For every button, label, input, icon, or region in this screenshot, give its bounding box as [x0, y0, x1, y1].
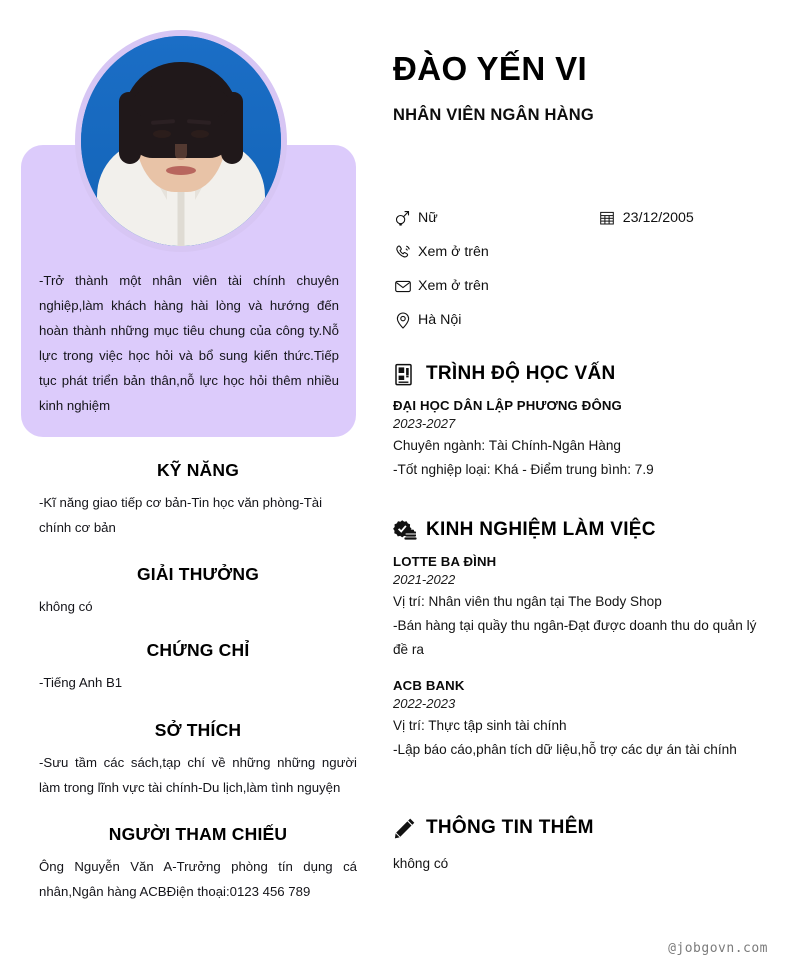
- section-certificates: [39, 640, 357, 695]
- section-skills-body: -Kĩ năng giao tiếp cơ bản-Tin học văn phòng-Tài chính cơ bản: [39, 495, 323, 535]
- location-value: Hà Nội: [418, 312, 462, 328]
- experience-duties: -Bán hàng tại quầy thu ngân-Đạt được doanh thu do quản lý đề ra: [393, 618, 757, 657]
- experience-entry: [393, 554, 765, 662]
- section-more-info-body: không có: [393, 856, 449, 871]
- section-experience: [393, 518, 765, 778]
- section-awards-body: không có: [39, 599, 93, 614]
- experience-duties: -Lập báo cáo,phân tích dữ liệu,hỗ trợ các dự án tài chính: [393, 742, 737, 757]
- section-skills-heading: KỸ NĂNG: [156, 460, 240, 480]
- birthday-value: 23/12/2005: [622, 210, 694, 226]
- contact-block: [393, 208, 773, 344]
- experience-years: 2021-2022: [393, 572, 456, 587]
- calendar-icon: [598, 210, 617, 227]
- section-references: [39, 824, 357, 904]
- section-more-info: [393, 816, 765, 876]
- contact-row-location: [393, 310, 773, 330]
- email-value: Xem ở trên: [418, 278, 489, 294]
- experience-org: LOTTE BA ĐÌNH: [393, 554, 497, 569]
- education-org: ĐẠI HỌC DÂN LẬP PHƯƠNG ĐÔNG: [393, 398, 622, 413]
- experience-years: 2022-2023: [393, 696, 456, 711]
- gender-icon: [393, 210, 412, 227]
- career-objective-text: -Trở thành một nhân viên tài chính chuyên nghiệp,làm khách hàng hài lòng và hướng đến hoàn thành những mục tiêu chung của công ty.Nỗ lực trong việc học hỏi và bổ sung kiến thức.Tiếp tục phát triển bản thân,nỗ lực học hỏi thêm nhiều kinh nghiệm: [39, 273, 339, 413]
- section-experience-heading: KINH NGHIỆM LÀM VIỆC: [426, 519, 656, 540]
- section-hobbies: [39, 720, 357, 800]
- contact-row-email: [393, 276, 773, 296]
- phone-value: Xem ở trên: [418, 244, 489, 260]
- education-grade: -Tốt nghiệp loại: Khá - Điểm trung bình: 7.9: [393, 462, 654, 477]
- section-references-heading: NGƯỜI THAM CHIẾU: [108, 824, 288, 844]
- section-education: [393, 362, 765, 498]
- avatar: [75, 30, 287, 252]
- id-card-icon: [393, 362, 417, 386]
- section-references-body: Ông Nguyễn Văn A-Trưởng phòng tín dụng cá nhân,Ngân hàng ACBĐiện thoại:0123 456 789: [39, 859, 357, 899]
- birthday-group: [598, 209, 694, 227]
- experience-position: Vị trí: Thực tập sinh tài chính: [393, 718, 567, 733]
- education-entry: [393, 398, 765, 482]
- section-education-header: [393, 362, 765, 386]
- section-skills: [39, 460, 357, 540]
- experience-org: ACB BANK: [393, 678, 465, 693]
- right-column: [393, 0, 773, 972]
- education-major: Chuyên ngành: Tài Chính-Ngân Hàng: [393, 438, 621, 453]
- section-more-info-header: [393, 816, 765, 840]
- section-certificates-body: -Tiếng Anh B1: [39, 675, 123, 690]
- experience-entry: [393, 678, 765, 762]
- location-pin-icon: [393, 312, 412, 329]
- page-title: ĐÀO YẾN VI: [393, 50, 588, 87]
- section-education-heading: TRÌNH ĐỘ HỌC VẤN: [426, 363, 616, 384]
- section-hobbies-heading: SỞ THÍCH: [154, 720, 242, 740]
- section-awards: [39, 564, 357, 619]
- section-more-info-heading: THÔNG TIN THÊM: [426, 817, 594, 838]
- portrait-photo: [81, 36, 281, 246]
- gender-value: Nữ: [418, 210, 438, 226]
- section-hobbies-body: -Sưu tầm các sách,tạp chí về những những người làm trong lĩnh vực tài chính-Du lịch,làm tình nguyện: [39, 755, 357, 795]
- phone-icon: [393, 244, 412, 261]
- section-awards-heading: GIẢI THƯỞNG: [136, 564, 260, 584]
- section-experience-header: [393, 518, 765, 542]
- left-column: [0, 0, 380, 972]
- watermark: @jobgovn.com: [668, 941, 768, 956]
- job-title: NHÂN VIÊN NGÂN HÀNG: [393, 106, 594, 124]
- experience-position: Vị trí: Nhân viên thu ngân tại The Body Shop: [393, 594, 662, 609]
- contact-row-phone: [393, 242, 773, 262]
- verified-badge-icon: [393, 518, 417, 542]
- section-certificates-heading: CHỨNG CHỈ: [146, 640, 250, 660]
- education-years: 2023-2027: [393, 416, 456, 431]
- pencil-icon: [393, 816, 417, 840]
- mail-icon: [393, 278, 412, 295]
- contact-row-gender-birthday: [393, 208, 773, 228]
